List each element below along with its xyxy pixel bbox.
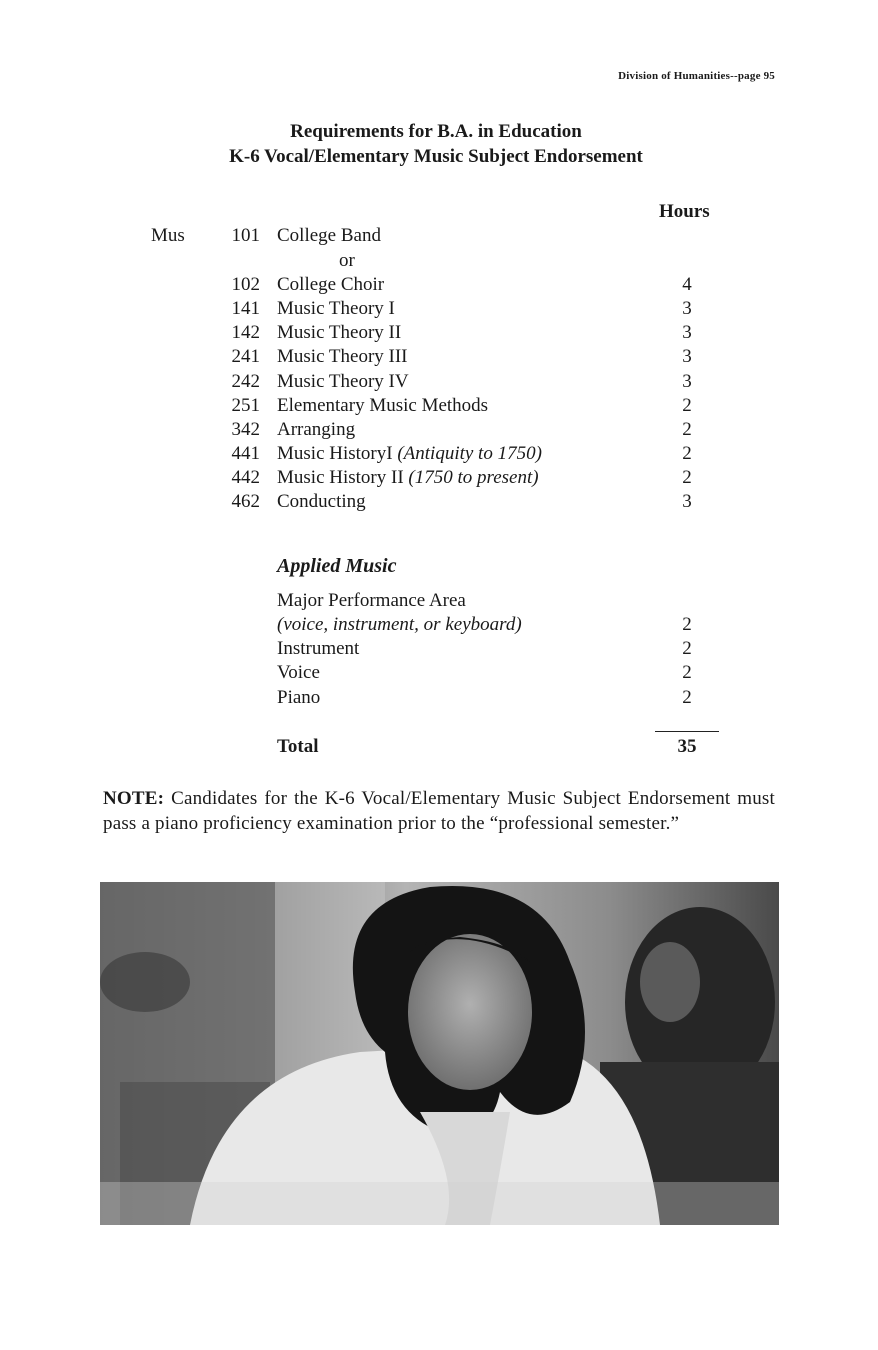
course-row: [0, 491, 878, 515]
course-hours: 3: [682, 371, 692, 392]
course-row: [0, 467, 878, 491]
applied-item-hours: 2: [682, 662, 692, 683]
applied-row: [0, 614, 878, 638]
course-number: 142: [231, 322, 260, 343]
applied-row: [0, 662, 878, 686]
applied-row: [0, 687, 878, 711]
course-hours: 2: [682, 443, 692, 464]
total-label: Total: [277, 736, 319, 757]
course-row: [0, 419, 878, 443]
applied-music-heading: Applied Music: [277, 555, 397, 577]
course-period-note: (1750 to present): [408, 467, 539, 488]
applied-item-name: (voice, instrument, or keyboard): [277, 614, 522, 635]
course-row: [0, 395, 878, 419]
course-number: 141: [231, 298, 260, 319]
page-subtitle: K-6 Vocal/Elementary Music Subject Endorsement: [229, 146, 643, 167]
applied-item-name: Voice: [277, 662, 320, 683]
course-number: 442: [231, 467, 260, 488]
running-header: Division of Humanities--page 95: [618, 70, 775, 82]
note-paragraph: [103, 787, 775, 836]
course-name: College Choir: [277, 274, 385, 295]
course-name: Music Theory IV: [277, 371, 409, 392]
applied-row: [0, 590, 878, 614]
course-name: Music Theory I: [277, 298, 395, 319]
course-number: 441: [231, 443, 260, 464]
course-hours: 3: [682, 298, 692, 319]
course-number: 241: [231, 346, 260, 367]
course-hours: 2: [682, 467, 692, 488]
applied-item-name: Piano: [277, 687, 321, 708]
department-code: Mus: [151, 225, 185, 246]
course-name: [277, 443, 542, 465]
course-row: [0, 298, 878, 322]
course-title: Music HistoryI: [277, 443, 393, 464]
hours-column-header: Hours: [659, 201, 710, 222]
course-row: [0, 225, 878, 249]
note-text: Candidates for the K-6 Vocal/Elementary Music Subject Endorsement must pass a piano proficiency examination prior to the “professional semester.”: [103, 788, 776, 834]
applied-item-name: Major Performance Area: [277, 590, 466, 611]
course-number: 102: [231, 274, 260, 295]
course-name: [277, 467, 539, 489]
applied-item-name: Instrument: [277, 638, 360, 659]
course-period-note: (Antiquity to 1750): [397, 443, 542, 464]
course-hours: 2: [682, 395, 692, 416]
course-name: Conducting: [277, 491, 366, 512]
applied-item-hours: 2: [682, 638, 692, 659]
course-hours: 3: [682, 346, 692, 367]
course-number: 242: [231, 371, 260, 392]
course-hours: 2: [682, 419, 692, 440]
course-row: [0, 371, 878, 395]
course-row: [0, 322, 878, 346]
note-label: NOTE:: [103, 788, 165, 809]
course-name: Music Theory II: [277, 322, 402, 343]
course-hours: 3: [682, 322, 692, 343]
student-photo: [100, 882, 779, 1225]
applied-item-hours: 2: [682, 687, 692, 708]
course-row: [0, 274, 878, 298]
course-number: 101: [231, 225, 260, 246]
page-title: Requirements for B.A. in Education: [290, 121, 582, 142]
total-rule: [655, 731, 719, 732]
applied-item-hours: 2: [682, 614, 692, 635]
applied-row: [0, 638, 878, 662]
course-name: Elementary Music Methods: [277, 395, 489, 416]
course-name: College Band: [277, 225, 381, 246]
course-number: 251: [231, 395, 260, 416]
course-number: 462: [231, 491, 260, 512]
course-hours: 3: [682, 491, 692, 512]
total-hours: 35: [677, 736, 697, 757]
or-separator: or: [339, 250, 355, 271]
course-name: Arranging: [277, 419, 356, 440]
course-name: Music Theory III: [277, 346, 408, 367]
course-title: Music History II: [277, 467, 404, 488]
course-hours: 4: [682, 274, 692, 295]
course-row: [0, 443, 878, 467]
course-row: [0, 346, 878, 370]
course-number: 342: [231, 419, 260, 440]
